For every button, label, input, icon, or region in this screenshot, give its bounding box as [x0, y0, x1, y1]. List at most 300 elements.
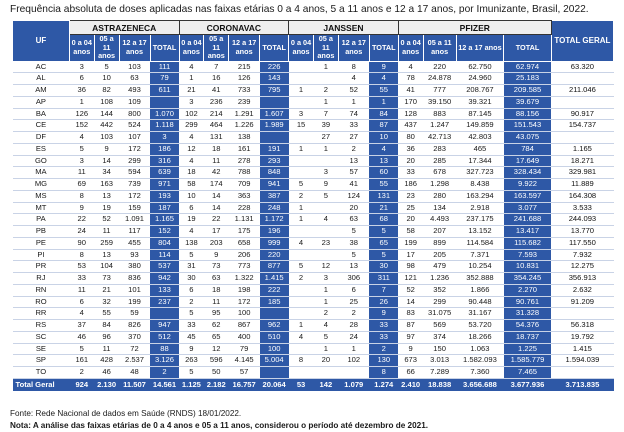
value-cell: 2: [289, 190, 314, 202]
subheader-cell: TOTAL: [369, 35, 398, 62]
uf-cell: AL: [13, 73, 70, 85]
value-cell: 299: [179, 120, 204, 132]
value-cell: 3: [313, 167, 338, 179]
uf-cell: PI: [13, 249, 70, 261]
value-cell: 16: [204, 73, 229, 85]
value-cell: 11: [204, 155, 229, 167]
uf-cell: AC: [13, 61, 70, 73]
value-cell: 4: [179, 226, 204, 238]
value-cell: 239: [229, 96, 260, 108]
value-cell: 9: [398, 343, 423, 355]
subtotal-cell: 55: [369, 85, 398, 97]
value-cell: 400: [229, 331, 260, 343]
subtotal-cell: 54.376: [504, 320, 552, 332]
total-cell: 3.713.835: [551, 378, 613, 391]
subtotal-cell: 209.585: [504, 85, 552, 97]
subtotal-cell: [150, 308, 179, 320]
subtotal-cell: 387: [260, 190, 289, 202]
subtotal-cell: 5.004: [260, 355, 289, 367]
subtotal-cell: 226: [260, 61, 289, 73]
value-cell: 9: [313, 179, 338, 191]
value-cell: 2: [69, 367, 94, 379]
value-cell: [289, 308, 314, 320]
subheader-cell: TOTAL: [504, 35, 552, 62]
subtotal-cell: 191: [260, 143, 289, 155]
value-cell: 4: [179, 132, 204, 144]
value-cell: 13: [338, 261, 369, 273]
subtotal-cell: 1.070: [150, 108, 179, 120]
uf-cell: CE: [13, 120, 70, 132]
value-cell: 215: [229, 61, 260, 73]
value-cell: 208.767: [456, 85, 504, 97]
group-header-janssen: JANSSEN: [289, 21, 399, 35]
subtotal-cell: 88.156: [504, 108, 552, 120]
group-header-pfizer: PFIZER: [398, 21, 551, 35]
subtotal-cell: 510: [260, 331, 289, 343]
subtotal-cell: 3.077: [504, 202, 552, 214]
grand-total-cell: 12.275: [551, 261, 613, 273]
grand-total-cell: 19.792: [551, 331, 613, 343]
value-cell: 32: [94, 296, 119, 308]
subtotal-cell: 39.679: [504, 96, 552, 108]
value-cell: 1: [289, 143, 314, 155]
value-cell: 117: [119, 226, 150, 238]
value-cell: 1.226: [229, 120, 260, 132]
value-cell: 42.713: [423, 132, 456, 144]
value-cell: 108: [94, 96, 119, 108]
value-cell: 28: [338, 320, 369, 332]
value-cell: 17: [204, 226, 229, 238]
value-cell: 90: [69, 237, 94, 249]
value-cell: 63: [204, 273, 229, 285]
subtotal-cell: 7.465: [504, 367, 552, 379]
value-cell: 352.888: [456, 273, 504, 285]
value-cell: 18: [204, 284, 229, 296]
grand-total-cell: 1.415: [551, 343, 613, 355]
grand-total-cell: 91.209: [551, 296, 613, 308]
subtotal-cell: 163.597: [504, 190, 552, 202]
value-cell: 658: [229, 237, 260, 249]
value-cell: 9: [94, 143, 119, 155]
grand-total-cell: [551, 308, 613, 320]
value-cell: 1.866: [456, 284, 504, 296]
total-cell: 142: [313, 378, 338, 391]
value-cell: 97: [398, 331, 423, 343]
value-cell: 280: [423, 190, 456, 202]
table-title: Frequência absoluta de doses aplicadas nas faixas etárias 0 a 4 anos, 5 a 11 anos e 12 a 17 anos, por Imunizante, Brasil, 2022.: [10, 4, 589, 15]
value-cell: 4.493: [423, 214, 456, 226]
value-cell: 867: [229, 320, 260, 332]
subtotal-cell: 237: [150, 296, 179, 308]
uf-cell: PE: [13, 237, 70, 249]
value-cell: 20: [398, 214, 423, 226]
value-cell: 150: [423, 343, 456, 355]
table-row: [13, 320, 614, 332]
uf-cell: PR: [13, 261, 70, 273]
table-row: [13, 249, 614, 261]
value-cell: 10: [94, 73, 119, 85]
value-cell: 82: [94, 85, 119, 97]
group-header-coronavac: CORONAVAC: [179, 21, 289, 35]
value-cell: 3: [179, 96, 204, 108]
subtotal-cell: 537: [150, 261, 179, 273]
value-cell: 36: [398, 143, 423, 155]
value-cell: 27: [313, 132, 338, 144]
value-cell: 380: [119, 261, 150, 273]
table-row: [13, 367, 614, 379]
value-cell: 4: [313, 320, 338, 332]
subheader-cell: 0 a 04 anos: [289, 35, 314, 62]
value-cell: 23: [313, 237, 338, 249]
value-cell: 107: [119, 132, 150, 144]
subtotal-cell: 151.543: [504, 120, 552, 132]
value-cell: [289, 249, 314, 261]
value-cell: [313, 155, 338, 167]
subtotal-cell: 354.245: [504, 273, 552, 285]
value-cell: 17: [398, 249, 423, 261]
value-cell: 673: [398, 355, 423, 367]
value-cell: 13: [94, 190, 119, 202]
value-cell: [313, 226, 338, 238]
subtotal-cell: [260, 96, 289, 108]
value-cell: 4: [179, 155, 204, 167]
value-cell: 788: [229, 167, 260, 179]
value-cell: 13: [338, 155, 369, 167]
value-cell: 12: [179, 143, 204, 155]
value-cell: 149.859: [456, 120, 504, 132]
value-cell: 5: [313, 190, 338, 202]
value-cell: 2: [179, 296, 204, 308]
grand-total-cell: 244.093: [551, 214, 613, 226]
table-row: [13, 202, 614, 214]
value-cell: 13: [94, 249, 119, 261]
value-cell: 1: [289, 214, 314, 226]
value-cell: 131: [204, 132, 229, 144]
value-cell: 24: [69, 226, 94, 238]
value-cell: 8: [289, 355, 314, 367]
value-cell: 4: [69, 308, 94, 320]
total-row: [13, 378, 614, 391]
value-cell: 285: [423, 155, 456, 167]
table-row: [13, 155, 614, 167]
value-cell: 283: [423, 143, 456, 155]
grand-total-cell: 329.981: [551, 167, 613, 179]
value-cell: 103: [94, 132, 119, 144]
value-cell: 52: [338, 85, 369, 97]
uf-cell: BA: [13, 108, 70, 120]
value-cell: 73: [204, 261, 229, 273]
value-cell: 58: [398, 226, 423, 238]
subtotal-cell: 130: [369, 355, 398, 367]
grand-total-cell: 63.320: [551, 61, 613, 73]
value-cell: 33: [338, 120, 369, 132]
subtotal-cell: 186: [150, 143, 179, 155]
grand-total-cell: 90.917: [551, 108, 613, 120]
value-cell: 172: [119, 143, 150, 155]
subtotal-cell: 68: [369, 214, 398, 226]
value-cell: 39.321: [456, 96, 504, 108]
value-cell: 19: [94, 202, 119, 214]
value-cell: 73: [94, 273, 119, 285]
subtotal-cell: 193: [150, 190, 179, 202]
value-cell: 90.448: [456, 296, 504, 308]
table-row: [13, 237, 614, 249]
value-cell: 7.371: [456, 249, 504, 261]
value-cell: 83: [398, 308, 423, 320]
table-row: [13, 61, 614, 73]
value-cell: 1: [289, 85, 314, 97]
subtotal-cell: 220: [260, 249, 289, 261]
value-cell: 163.294: [456, 190, 504, 202]
value-cell: 6: [69, 73, 94, 85]
grand-total-cell: 56.318: [551, 320, 613, 332]
value-cell: 1: [338, 343, 369, 355]
value-cell: 48: [119, 367, 150, 379]
value-cell: 370: [119, 331, 150, 343]
value-cell: 299: [423, 296, 456, 308]
subtotal-cell: 26: [369, 296, 398, 308]
subtotal-cell: 4: [369, 73, 398, 85]
subtotal-cell: 25.183: [504, 73, 552, 85]
subtotal-cell: 17.649: [504, 155, 552, 167]
value-cell: 263: [179, 355, 204, 367]
subtotal-cell: 10.831: [504, 261, 552, 273]
subtotal-cell: 5: [369, 226, 398, 238]
value-cell: 6: [338, 284, 369, 296]
value-cell: 27: [338, 132, 369, 144]
value-cell: 464: [204, 120, 229, 132]
value-cell: 12: [204, 343, 229, 355]
value-cell: 24.960: [456, 73, 504, 85]
value-cell: 220: [423, 61, 456, 73]
value-cell: 4: [338, 73, 369, 85]
value-cell: 6: [179, 202, 204, 214]
uf-cell: RN: [13, 284, 70, 296]
subtotal-cell: 311: [369, 273, 398, 285]
subtotal-cell: 185: [260, 296, 289, 308]
uf-cell: SC: [13, 331, 70, 343]
subtotal-cell: [260, 132, 289, 144]
uf-cell: AM: [13, 85, 70, 97]
subtotal-cell: 804: [150, 237, 179, 249]
value-cell: 31.075: [423, 308, 456, 320]
total-cell: 924: [69, 378, 94, 391]
subtotal-cell: 13: [369, 155, 398, 167]
uf-cell: SE: [13, 343, 70, 355]
value-cell: 236: [204, 96, 229, 108]
value-cell: 62: [204, 320, 229, 332]
total-cell: 11.507: [119, 378, 150, 391]
subtotal-cell: 21: [369, 202, 398, 214]
subtotal-cell: 1.165: [150, 214, 179, 226]
value-cell: 6: [69, 296, 94, 308]
total-label: Total Geral: [13, 378, 70, 391]
value-cell: 17.344: [456, 155, 504, 167]
value-cell: 39.150: [423, 96, 456, 108]
value-cell: 327.723: [456, 167, 504, 179]
uf-cell: RS: [13, 320, 70, 332]
subtotal-cell: 1.607: [260, 108, 289, 120]
uf-cell: RO: [13, 296, 70, 308]
subheader-cell: 05 a 11 anos: [204, 35, 229, 62]
total-cell: 3.656.688: [456, 378, 504, 391]
table-row: [13, 308, 614, 320]
value-cell: 41: [398, 85, 423, 97]
value-cell: 100: [229, 308, 260, 320]
grand-total-cell: [551, 96, 613, 108]
value-cell: 163: [94, 179, 119, 191]
subtotal-cell: 316: [150, 155, 179, 167]
subtotal-cell: 3.126: [150, 355, 179, 367]
subheader-cell: 12 a 17 anos: [119, 35, 150, 62]
value-cell: 5: [179, 308, 204, 320]
col-header-uf: UF: [13, 21, 70, 62]
total-cell: 1.079: [338, 378, 369, 391]
value-cell: 22: [204, 214, 229, 226]
uf-cell: MS: [13, 190, 70, 202]
value-cell: 21: [179, 85, 204, 97]
value-cell: 95: [204, 308, 229, 320]
value-cell: 109: [119, 96, 150, 108]
value-cell: [313, 249, 338, 261]
value-cell: 1.091: [119, 214, 150, 226]
total-cell: 16.757: [229, 378, 260, 391]
value-cell: 87.145: [456, 108, 504, 120]
value-cell: 8: [69, 249, 94, 261]
table-row: [13, 85, 614, 97]
subtotal-cell: 7: [369, 284, 398, 296]
value-cell: 41: [204, 85, 229, 97]
value-cell: 42.803: [456, 132, 504, 144]
subtotal-cell: [260, 308, 289, 320]
subtotal-cell: 55: [369, 179, 398, 191]
value-cell: 72: [119, 343, 150, 355]
value-cell: 3.013: [423, 355, 456, 367]
total-cell: 53: [289, 378, 314, 391]
value-cell: 1: [69, 96, 94, 108]
subheader-cell: 05 a 11 anos: [94, 35, 119, 62]
value-cell: 465: [456, 143, 504, 155]
value-cell: 62.750: [456, 61, 504, 73]
value-cell: 38: [338, 237, 369, 249]
value-cell: 172: [229, 296, 260, 308]
value-cell: 3: [69, 61, 94, 73]
value-cell: 42: [204, 167, 229, 179]
subtotal-cell: 947: [150, 320, 179, 332]
value-cell: 5: [338, 226, 369, 238]
value-cell: 374: [423, 331, 456, 343]
value-cell: 1.298: [423, 179, 456, 191]
table-body: [13, 61, 614, 391]
value-cell: 134: [423, 202, 456, 214]
value-cell: 21: [94, 284, 119, 296]
value-cell: 4: [289, 331, 314, 343]
value-cell: 203: [204, 237, 229, 249]
value-cell: 678: [423, 167, 456, 179]
value-cell: 66: [398, 367, 423, 379]
table-row: [13, 331, 614, 343]
value-cell: 363: [229, 190, 260, 202]
uf-cell: AP: [13, 96, 70, 108]
value-cell: 9: [69, 202, 94, 214]
subheader-cell: 05 a 11 anos: [423, 35, 456, 62]
grand-total-cell: [551, 73, 613, 85]
table-row: [13, 226, 614, 238]
value-cell: 96: [94, 331, 119, 343]
value-cell: 31.167: [456, 308, 504, 320]
grand-total-cell: 356.913: [551, 273, 613, 285]
value-cell: 126: [69, 108, 94, 120]
value-cell: 569: [423, 320, 456, 332]
value-cell: 103: [119, 61, 150, 73]
value-cell: 11: [69, 284, 94, 296]
value-cell: 11: [94, 343, 119, 355]
value-cell: 11: [69, 167, 94, 179]
grand-total-cell: 3.533: [551, 202, 613, 214]
subtotal-cell: 942: [150, 273, 179, 285]
table-row: [13, 96, 614, 108]
uf-cell: GO: [13, 155, 70, 167]
subtotal-cell: 13.417: [504, 226, 552, 238]
subtotal-cell: 196: [260, 226, 289, 238]
value-cell: 1.582.093: [456, 355, 504, 367]
value-cell: 1.063: [456, 343, 504, 355]
subtotal-cell: 877: [260, 261, 289, 273]
subtotal-cell: 115.682: [504, 237, 552, 249]
value-cell: 4: [69, 132, 94, 144]
value-cell: 1: [313, 284, 338, 296]
value-cell: 5: [69, 143, 94, 155]
value-cell: 36: [69, 85, 94, 97]
total-cell: 1.125: [179, 378, 204, 391]
data-table-container: [12, 20, 614, 391]
value-cell: 428: [94, 355, 119, 367]
value-cell: 138: [229, 132, 260, 144]
value-cell: 159: [119, 202, 150, 214]
value-cell: 206: [229, 249, 260, 261]
subtotal-cell: 1.118: [150, 120, 179, 132]
table-row: [13, 167, 614, 179]
subheader-row: [13, 35, 614, 62]
value-cell: 30: [179, 273, 204, 285]
value-cell: 175: [229, 226, 260, 238]
value-cell: 479: [423, 261, 456, 273]
value-cell: 1.236: [423, 273, 456, 285]
value-cell: 161: [229, 143, 260, 155]
value-cell: 69: [69, 179, 94, 191]
value-cell: 198: [229, 284, 260, 296]
value-cell: 10: [179, 190, 204, 202]
grand-total-cell: 211.046: [551, 85, 613, 97]
subtotal-cell: 65: [369, 237, 398, 249]
footnote: Nota: A análise das faixas etárias de 0 a 4 anos e 05 a 11 anos, considerou o período até dezembro de 2021.: [10, 421, 429, 430]
value-cell: 1: [338, 96, 369, 108]
total-cell: 2.130: [94, 378, 119, 391]
value-cell: 7.360: [456, 367, 504, 379]
value-cell: 33: [179, 320, 204, 332]
subtotal-cell: 512: [150, 331, 179, 343]
value-cell: 1: [179, 73, 204, 85]
subtotal-cell: 784: [504, 143, 552, 155]
value-cell: 39: [313, 120, 338, 132]
value-cell: 1: [313, 61, 338, 73]
value-cell: [289, 343, 314, 355]
subtotal-cell: 971: [150, 179, 179, 191]
subtotal-cell: 111: [150, 61, 179, 73]
value-cell: 800: [119, 108, 150, 120]
value-cell: 84: [94, 320, 119, 332]
table-row: [13, 261, 614, 273]
